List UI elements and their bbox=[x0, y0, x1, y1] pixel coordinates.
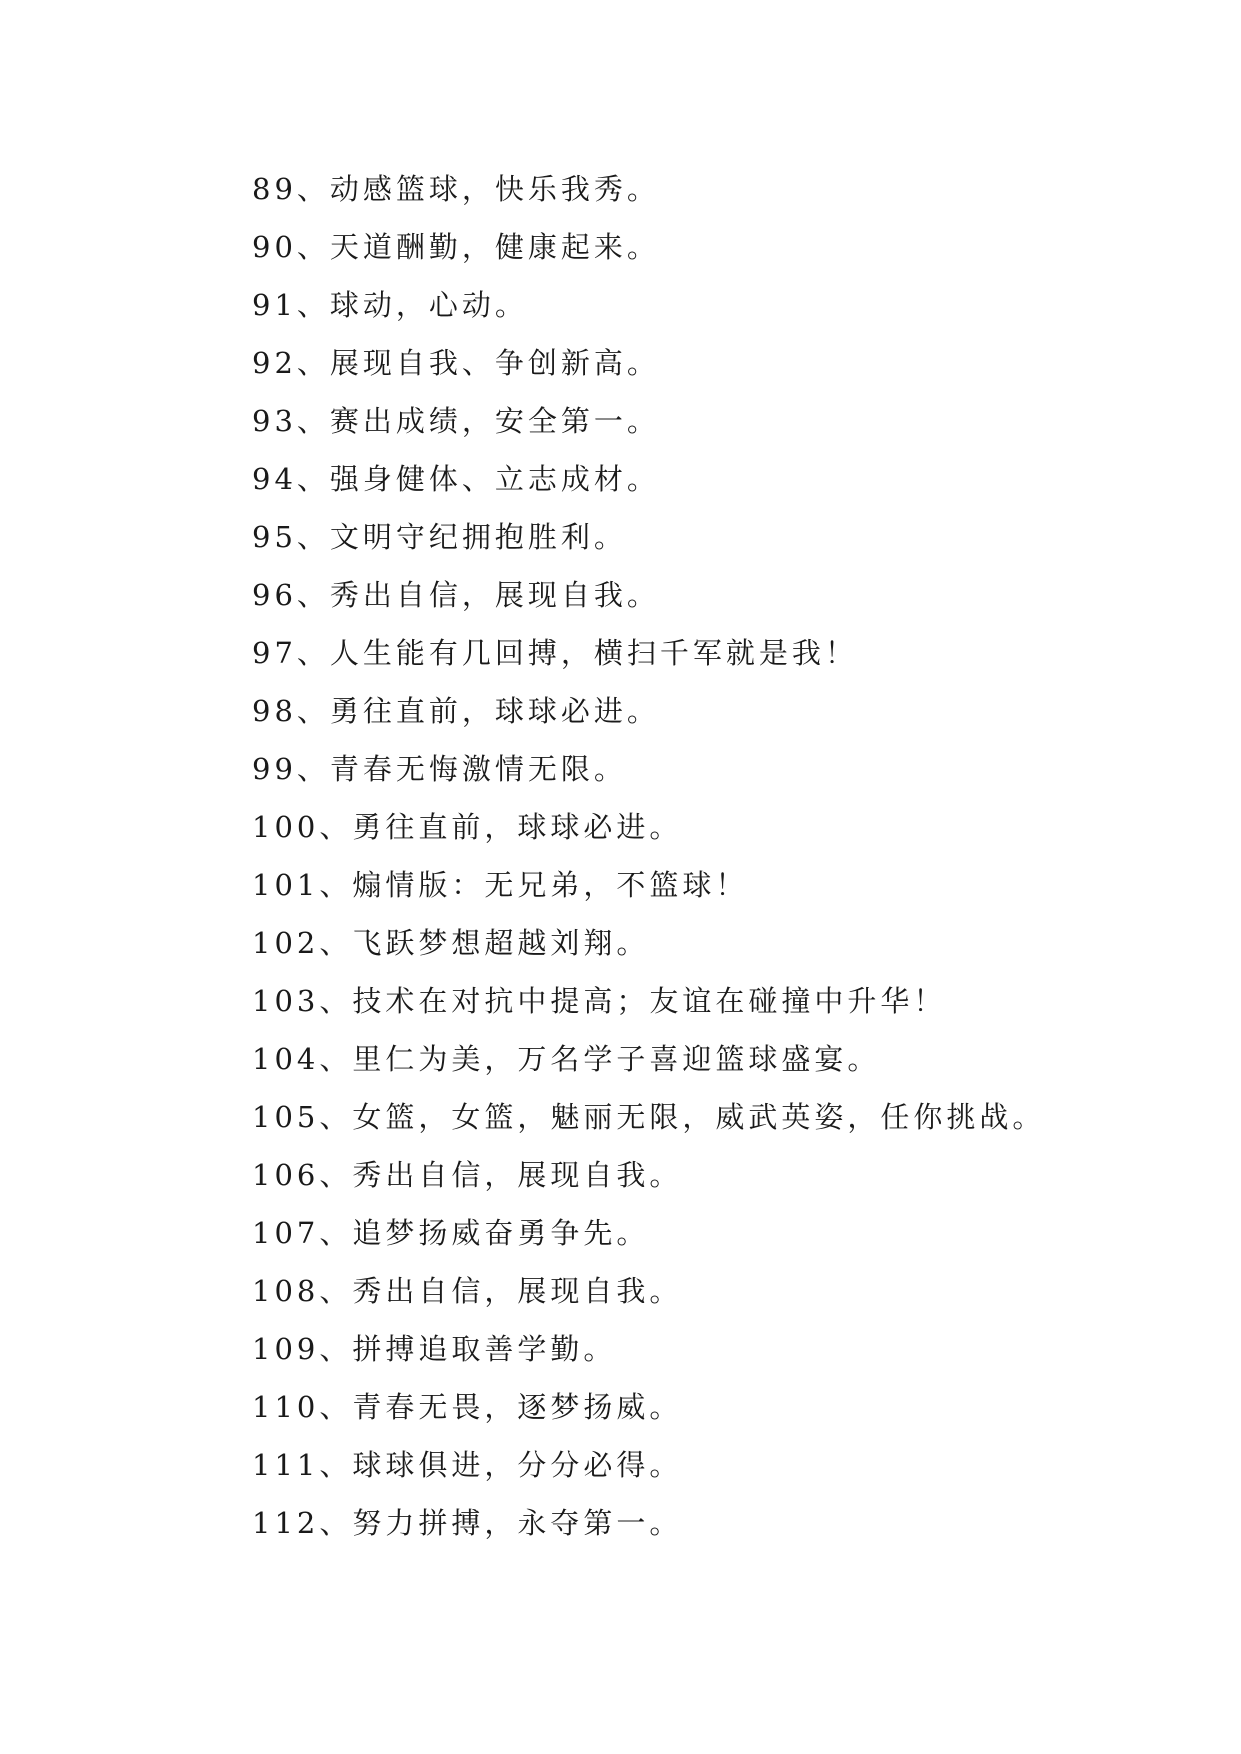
list-item: 95、文明守纪拥抱胜利。 bbox=[252, 520, 627, 554]
list-item: 109、拼搏追取善学勤。 bbox=[252, 1332, 617, 1366]
slogan-list bbox=[252, 160, 1045, 1552]
list-item: 104、里仁为美，万名学子喜迎篮球盛宴。 bbox=[252, 1042, 881, 1076]
list-item: 111、球球俱进，分分必得。 bbox=[252, 1448, 683, 1482]
list-item: 97、人生能有几回搏，横扫千军就是我！ bbox=[252, 636, 858, 670]
list-item: 94、强身健体、立志成材。 bbox=[252, 462, 660, 496]
list-item: 112、努力拼搏，永夺第一。 bbox=[252, 1506, 683, 1540]
list-item: 98、勇往直前，球球必进。 bbox=[252, 694, 660, 728]
list-item: 105、女篮，女篮，魅丽无限，威武英姿，任你挑战。 bbox=[252, 1100, 1046, 1134]
list-item: 108、秀出自信，展现自我。 bbox=[252, 1274, 683, 1308]
list-item: 110、青春无畏，逐梦扬威。 bbox=[252, 1390, 683, 1424]
list-item: 101、煽情版：无兄弟，不篮球！ bbox=[252, 868, 749, 902]
list-item: 107、追梦扬威奋勇争先。 bbox=[252, 1216, 650, 1250]
list-item: 93、赛出成绩，安全第一。 bbox=[252, 404, 660, 438]
list-item: 90、天道酬勤，健康起来。 bbox=[252, 230, 660, 264]
list-item: 96、秀出自信，展现自我。 bbox=[252, 578, 660, 612]
list-item: 100、勇往直前，球球必进。 bbox=[252, 810, 683, 844]
list-item: 103、技术在对抗中提高；友谊在碰撞中升华！ bbox=[252, 984, 947, 1018]
list-item: 89、动感篮球，快乐我秀。 bbox=[252, 172, 660, 206]
list-item: 99、青春无悔激情无限。 bbox=[252, 752, 627, 786]
list-item: 106、秀出自信，展现自我。 bbox=[252, 1158, 683, 1192]
list-item: 102、飞跃梦想超越刘翔。 bbox=[252, 926, 650, 960]
list-item: 92、展现自我、争创新高。 bbox=[252, 346, 660, 380]
list-item: 91、球动，心动。 bbox=[252, 288, 528, 322]
